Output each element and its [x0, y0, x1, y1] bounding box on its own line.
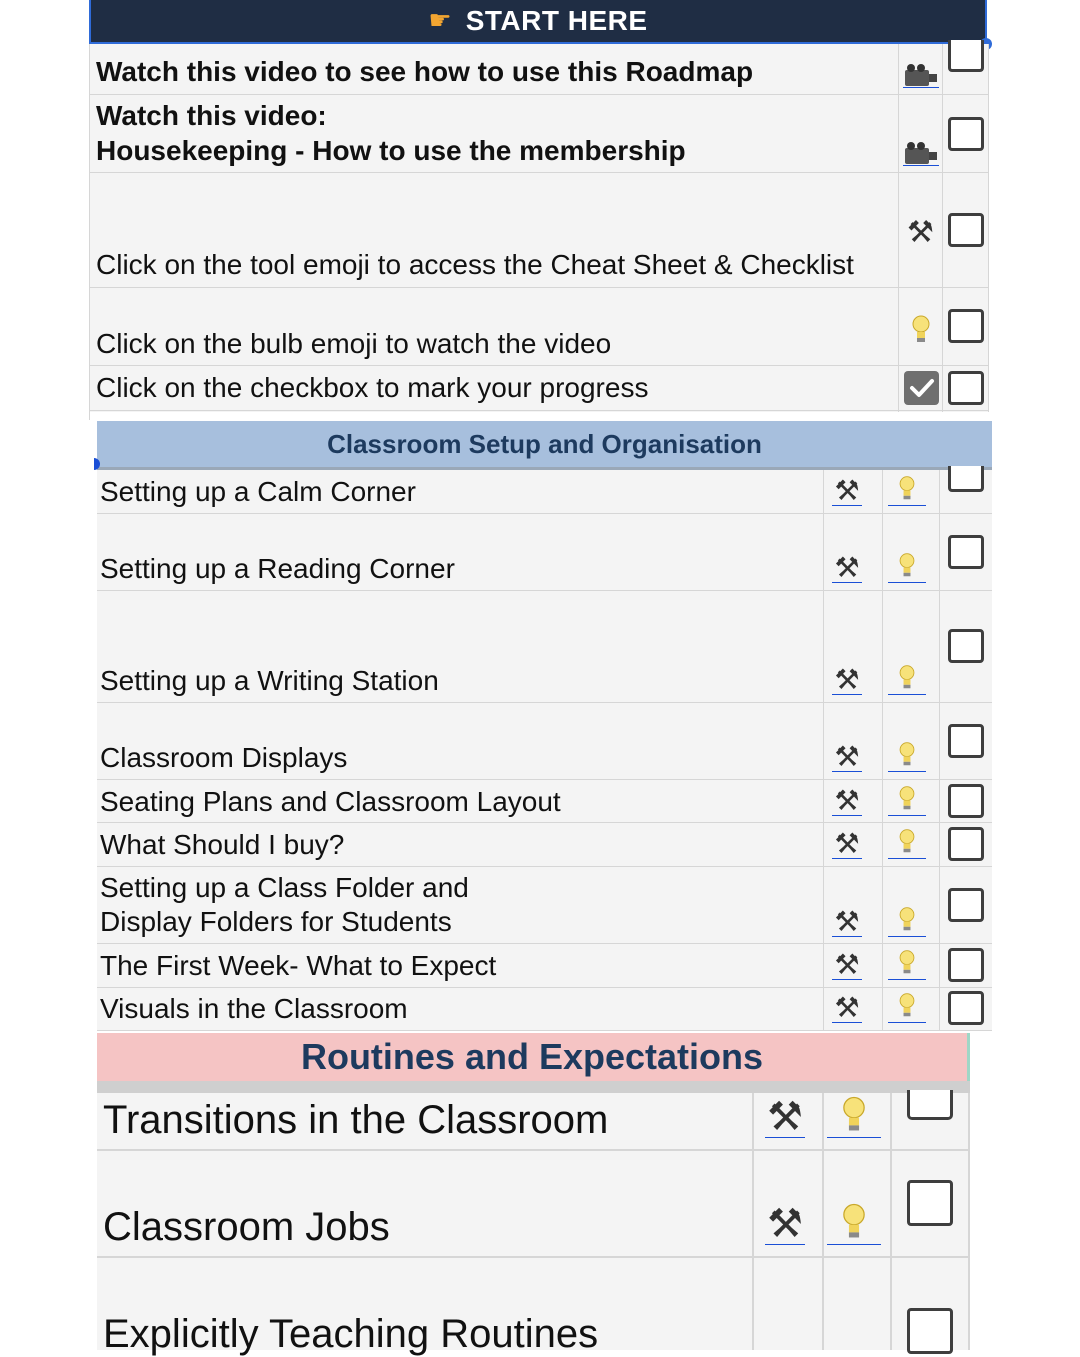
progress-checkbox[interactable] [907, 1090, 953, 1120]
check-mark-button-icon [904, 371, 939, 405]
hammer-and-wrench-icon[interactable]: ⚒ [834, 474, 860, 507]
start-row-housekeeping-line2: Housekeeping - How to use the membership [96, 135, 686, 166]
hammer-and-wrench-icon[interactable]: ⚒ [834, 740, 860, 773]
classroom-section-header [97, 421, 992, 467]
hammer-and-wrench-icon[interactable]: ⚒ [834, 948, 860, 981]
progress-checkbox[interactable] [948, 784, 984, 818]
hammer-and-wrench-icon[interactable]: ⚒ [834, 663, 860, 696]
light-bulb-icon[interactable] [883, 740, 931, 772]
classroom-row-reading-corner: Setting up a Reading Corner [100, 553, 455, 584]
classroom-row-first-week: The First Week- What to Expect [100, 950, 497, 981]
light-bulb-icon[interactable] [883, 827, 931, 859]
progress-checkbox[interactable] [948, 991, 984, 1025]
classroom-row-displays: Classroom Displays [100, 742, 348, 773]
routines-row-classroom-jobs: Classroom Jobs [103, 1205, 390, 1249]
video-camera-icon[interactable] [899, 56, 942, 88]
start-row-housekeeping-line1: Watch this video: [96, 100, 327, 131]
routines-row-explicit-routines: Explicitly Teaching Routines [103, 1312, 599, 1356]
light-bulb-icon[interactable] [883, 551, 931, 583]
routines-section-header [97, 1033, 970, 1081]
hammer-and-wrench-icon[interactable]: ⚒ [834, 784, 860, 817]
light-bulb-icon[interactable] [883, 991, 931, 1023]
routines-section-title: Routines and Expectations [300, 1036, 764, 1077]
classroom-row-visuals: Visuals in the Classroom [100, 993, 408, 1024]
hammer-and-wrench-icon: ⚒ [907, 215, 934, 250]
progress-checkbox[interactable] [948, 948, 984, 982]
light-bulb-icon[interactable] [883, 784, 931, 816]
hammer-and-wrench-icon[interactable]: ⚒ [834, 905, 860, 938]
hammer-and-wrench-icon[interactable]: ⚒ [834, 827, 860, 860]
progress-checkbox[interactable] [907, 1180, 953, 1226]
classroom-row-class-folder-line2: Display Folders for Students [100, 906, 452, 937]
hammer-and-wrench-icon[interactable]: ⚒ [767, 1094, 803, 1140]
light-bulb-icon[interactable] [883, 663, 931, 695]
routines-header-shadow [97, 1081, 970, 1093]
start-here-title: START HERE [465, 5, 648, 36]
light-bulb-icon[interactable] [824, 1203, 884, 1245]
progress-checkbox[interactable] [907, 1308, 953, 1354]
progress-checkbox[interactable] [948, 535, 984, 569]
hammer-and-wrench-icon[interactable]: ⚒ [834, 551, 860, 584]
classroom-row-what-to-buy: What Should I buy? [100, 829, 345, 860]
start-row-bulb-instructions: Click on the bulb emoji to watch the video [96, 328, 612, 359]
backhand-index-pointing-right-icon: ☛ [428, 6, 452, 36]
classroom-row-class-folder-line1: Setting up a Class Folder and [100, 872, 469, 903]
hammer-and-wrench-icon[interactable]: ⚒ [834, 991, 860, 1024]
progress-checkbox[interactable] [948, 629, 984, 663]
progress-checkbox[interactable] [948, 371, 984, 405]
light-bulb-icon [899, 308, 942, 344]
progress-checkbox[interactable] [948, 309, 984, 343]
start-row-roadmap-video: Watch this video to see how to use this Roadmap [96, 56, 754, 87]
progress-checkbox[interactable] [948, 466, 984, 492]
progress-checkbox[interactable] [948, 40, 984, 72]
progress-checkbox[interactable] [948, 827, 984, 861]
hammer-and-wrench-icon[interactable]: ⚒ [767, 1201, 803, 1247]
classroom-row-writing-station: Setting up a Writing Station [100, 665, 439, 696]
progress-checkbox[interactable] [948, 213, 984, 247]
start-row-tool-instructions: Click on the tool emoji to access the Cheat Sheet & Checklist [96, 249, 854, 280]
progress-checkbox[interactable] [948, 117, 984, 151]
light-bulb-icon[interactable] [883, 905, 931, 937]
progress-checkbox[interactable] [948, 888, 984, 922]
start-row-checkbox-instructions: Click on the checkbox to mark your progress [96, 372, 649, 403]
classroom-row-calm-corner: Setting up a Calm Corner [100, 476, 416, 507]
classroom-row-seating-plans: Seating Plans and Classroom Layout [100, 786, 561, 817]
progress-checkbox[interactable] [948, 724, 984, 758]
light-bulb-icon[interactable] [824, 1096, 884, 1138]
video-camera-icon[interactable] [899, 134, 942, 166]
classroom-section-title: Classroom Setup and Organisation [327, 428, 762, 459]
light-bulb-icon[interactable] [883, 474, 931, 506]
routines-row-transitions: Transitions in the Classroom [103, 1098, 609, 1142]
start-here-header [89, 0, 987, 44]
light-bulb-icon[interactable] [883, 948, 931, 980]
